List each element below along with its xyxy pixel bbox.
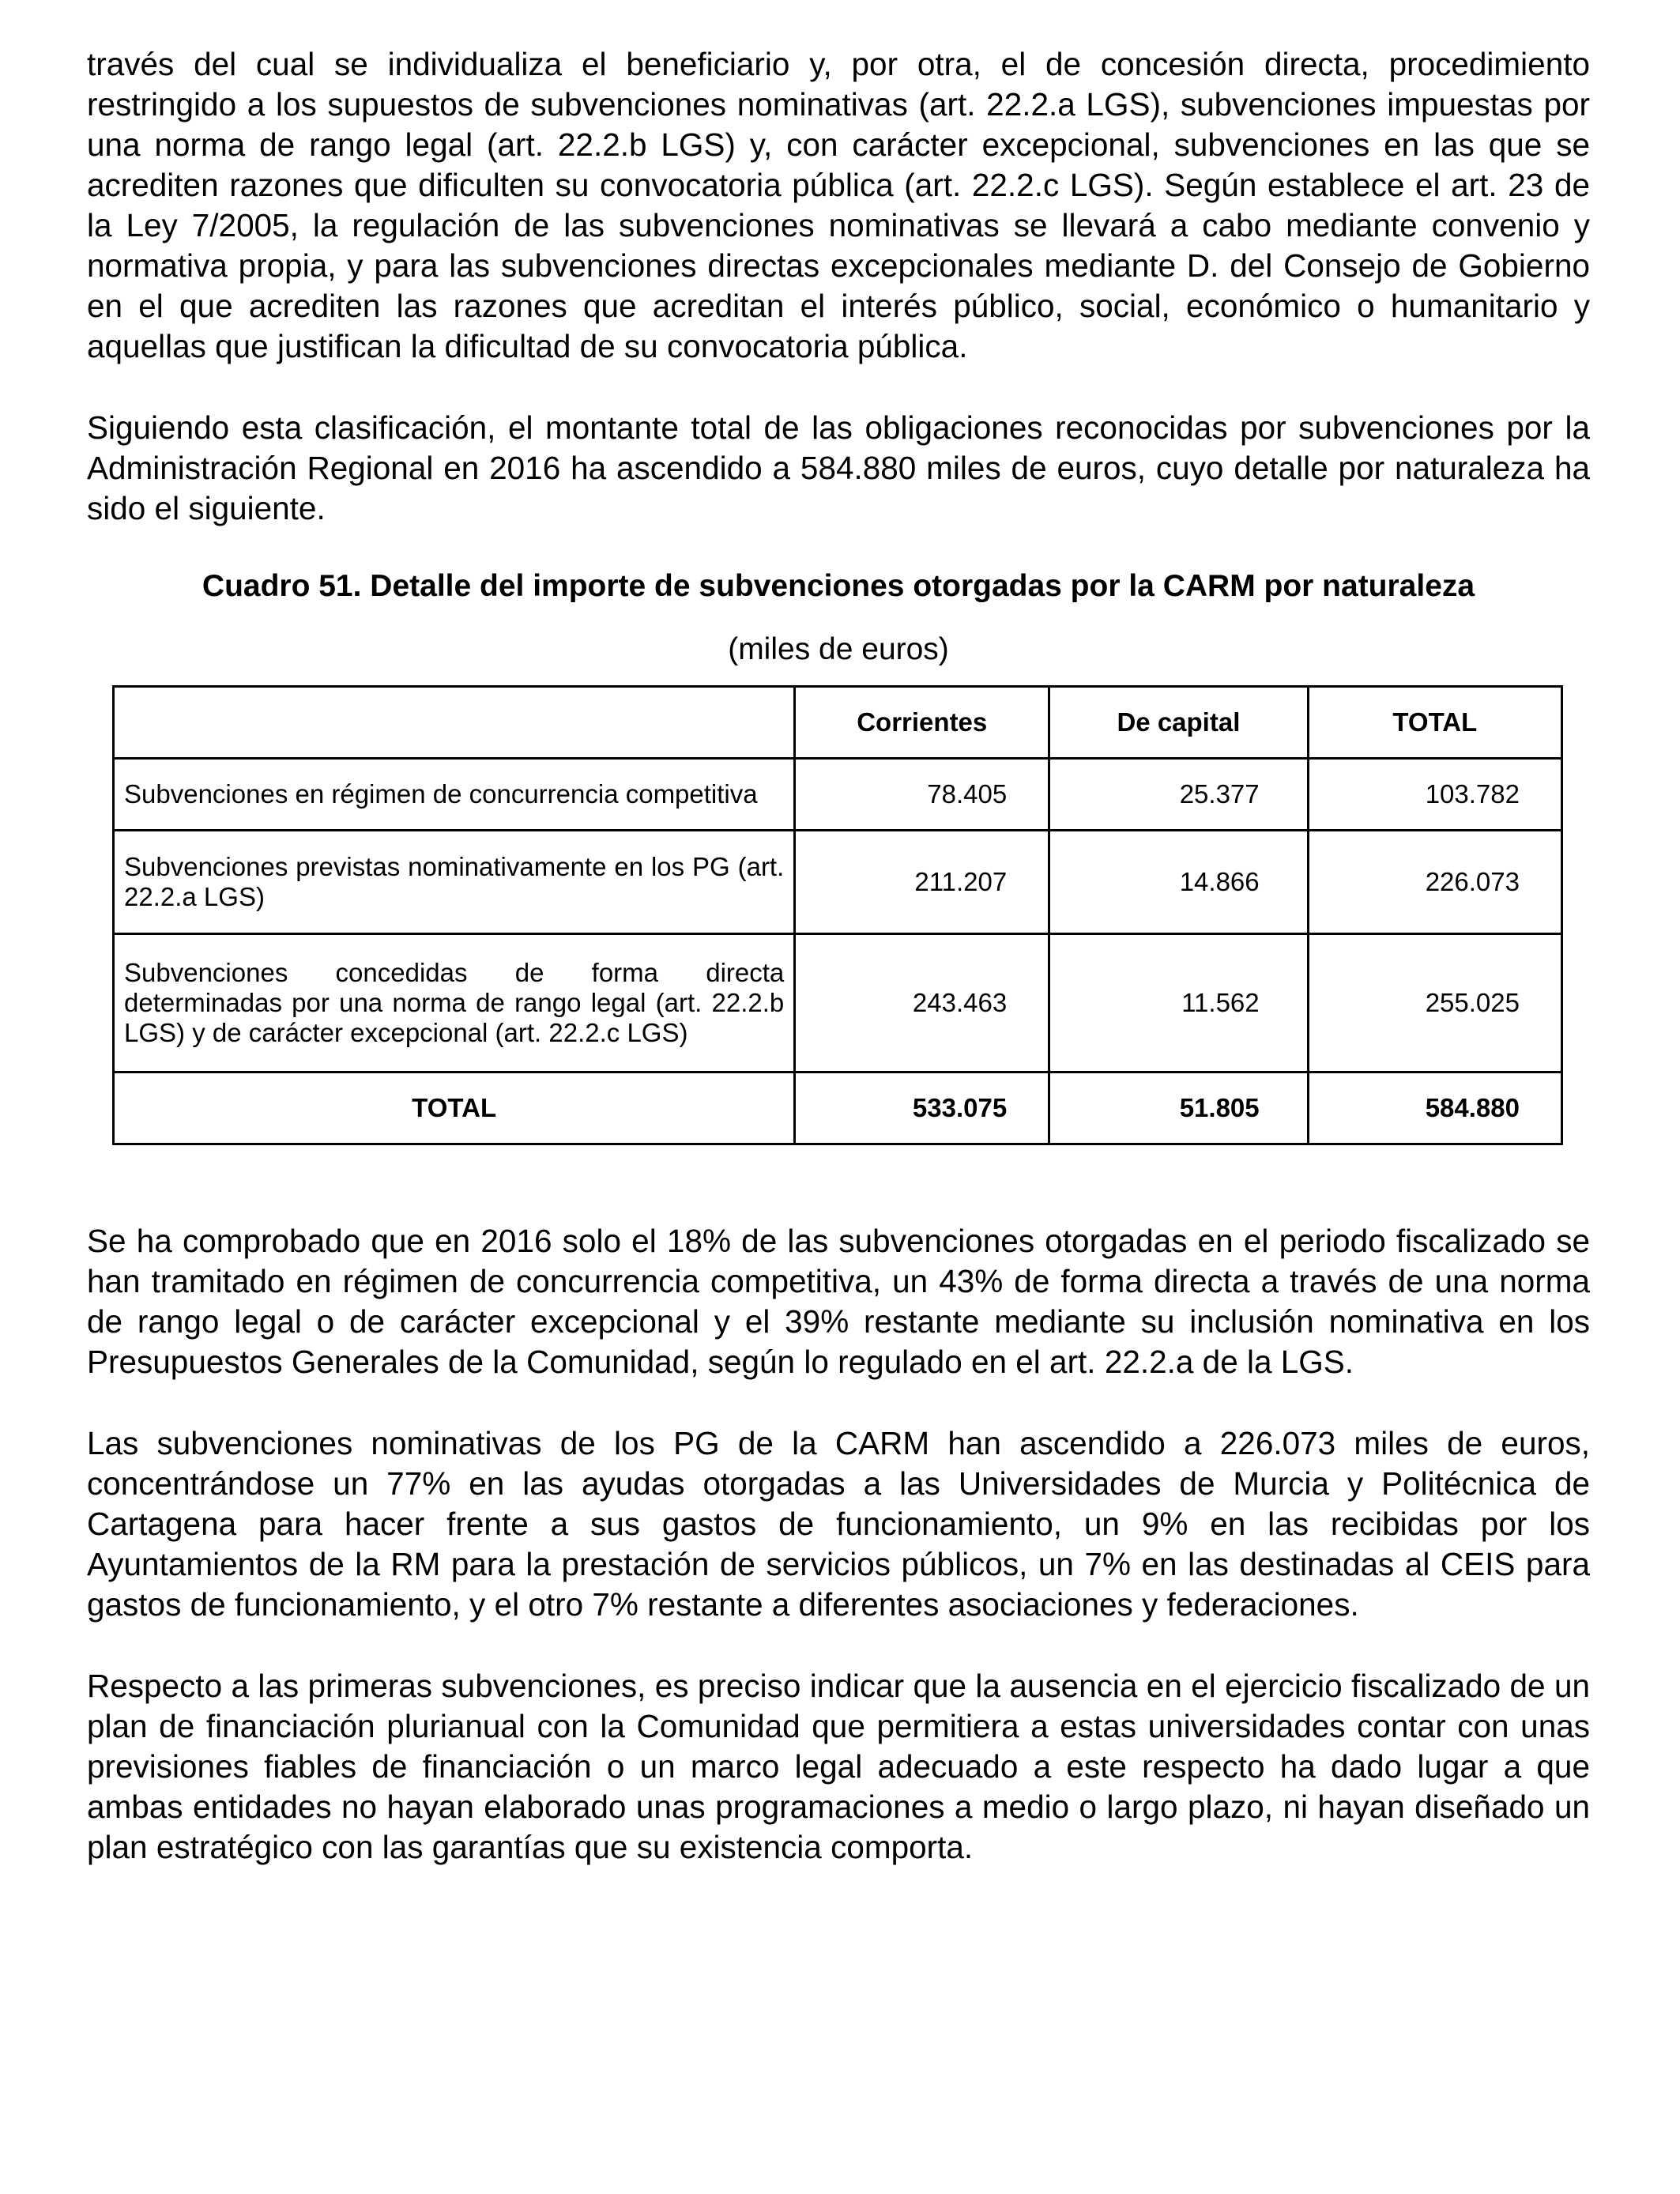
row-corrientes: 211.207	[795, 831, 1049, 934]
paragraph-nominativas: Las subvenciones nominativas de los PG de la CARM han ascendido a 226.073 miles de euros, concentrándose un 77% en las ayudas otorgadas a las Universidades de Murcia y Politécnica de Cartagena para hacer frente a sus gastos de funcionamiento, un 9% en las recibidas por los Ayuntamientos de la RM para la prestación de servicios públicos, un 7% en las destinadas al CEIS para gastos de funcionamiento, y el otro 7% restante a diferentes asociaciones y federaciones.	[87, 1425, 1590, 1623]
paragraph-universidades: Respecto a las primeras subvenciones, es preciso indicar que la ausencia en el ejercicio fiscalizado de un plan de financiación plurianual con la Comunidad que permitiera a estas universidades contar con unas previsiones fiables de financiación o un marco legal adecuado a este respecto ha dado lugar a que ambas entidades no hayan elaborado unas programaciones a medio o largo plazo, ni hayan diseñado un plan estratégico con las garantías que su existencia comporta.	[87, 1668, 1590, 1865]
table-header-row	[114, 687, 1562, 759]
header-de-capital: De capital	[1049, 687, 1308, 759]
row-corrientes: 78.405	[795, 759, 1049, 831]
row-corrientes: 243.463	[795, 934, 1049, 1072]
total-capital: 51.805	[1049, 1072, 1308, 1144]
header-corrientes: Corrientes	[795, 687, 1049, 759]
header-empty-cell	[114, 687, 795, 759]
total-label: TOTAL	[114, 1072, 795, 1144]
total-total: 584.880	[1308, 1072, 1561, 1144]
row-capital: 11.562	[1049, 934, 1308, 1072]
row-label: Subvenciones previstas nominativamente en los PG (art. 22.2.a LGS)	[114, 831, 795, 934]
row-capital: 25.377	[1049, 759, 1308, 831]
row-capital: 14.866	[1049, 831, 1308, 934]
row-label: Subvenciones concedidas de forma directa determinadas por una norma de rango legal (art. 22.2.b LGS) y de carácter excepcional (art. 22.2.c LGS)	[114, 934, 795, 1072]
row-total: 226.073	[1308, 831, 1561, 934]
table-row	[114, 831, 1562, 934]
table-units: (miles de euros)	[728, 632, 949, 666]
subvenciones-table	[112, 685, 1563, 1145]
document-page	[87, 44, 1590, 1868]
paragraph-porcentajes: Se ha comprobado que en 2016 solo el 18% de las subvenciones otorgadas en el periodo fiscalizado se han tramitado en régimen de concurrencia competitiva, un 43% de forma directa a través de una norma de rango legal o de carácter excepcional y el 39% restante mediante su inclusión nominativa en los Presupuestos Generales de la Comunidad, según lo regulado en el art. 22.2.a de la LGS.	[87, 1223, 1590, 1380]
total-corrientes: 533.075	[795, 1072, 1049, 1144]
row-label: Subvenciones en régimen de concurrencia competitiva	[114, 759, 795, 831]
row-total: 103.782	[1308, 759, 1561, 831]
paragraph-concesion-directa: través del cual se individualiza el beneficiario y, por otra, el de concesión directa, procedimiento restringido a los supuestos de subvenciones nominativas (art. 22.2.a LGS), subvenciones impuestas por una norma de rango legal (art. 22.2.b LGS) y, con carácter excepcional, subvenciones en las que se acrediten razones que dificulten su convocatoria pública (art. 22.2.c LGS). Según establece el art. 23 de la Ley 7/2005, la regulación de las subvenciones nominativas se llevará a cabo mediante convenio y normativa propia, y para las subvenciones directas excepcionales mediante D. del Consejo de Gobierno en el que acrediten las razones que acreditan el interés público, social, económico o humanitario y aquellas que justifican la dificultad de su convocatoria pública.	[87, 46, 1590, 364]
table-total-row	[114, 1072, 1562, 1144]
row-total: 255.025	[1308, 934, 1561, 1072]
table-row	[114, 934, 1562, 1072]
table-row	[114, 759, 1562, 831]
post-table-text	[87, 1221, 1590, 1868]
table-caption: Cuadro 51. Detalle del importe de subvenciones otorgadas por la CARM por naturaleza	[202, 569, 1475, 603]
paragraph-clasificacion: Siguiendo esta clasificación, el montante total de las obligaciones reconocidas por subvenciones por la Administración Regional en 2016 ha ascendido a 584.880 miles de euros, cuyo detalle por naturaleza ha sido el siguiente.	[87, 409, 1590, 526]
header-total: TOTAL	[1308, 687, 1561, 759]
